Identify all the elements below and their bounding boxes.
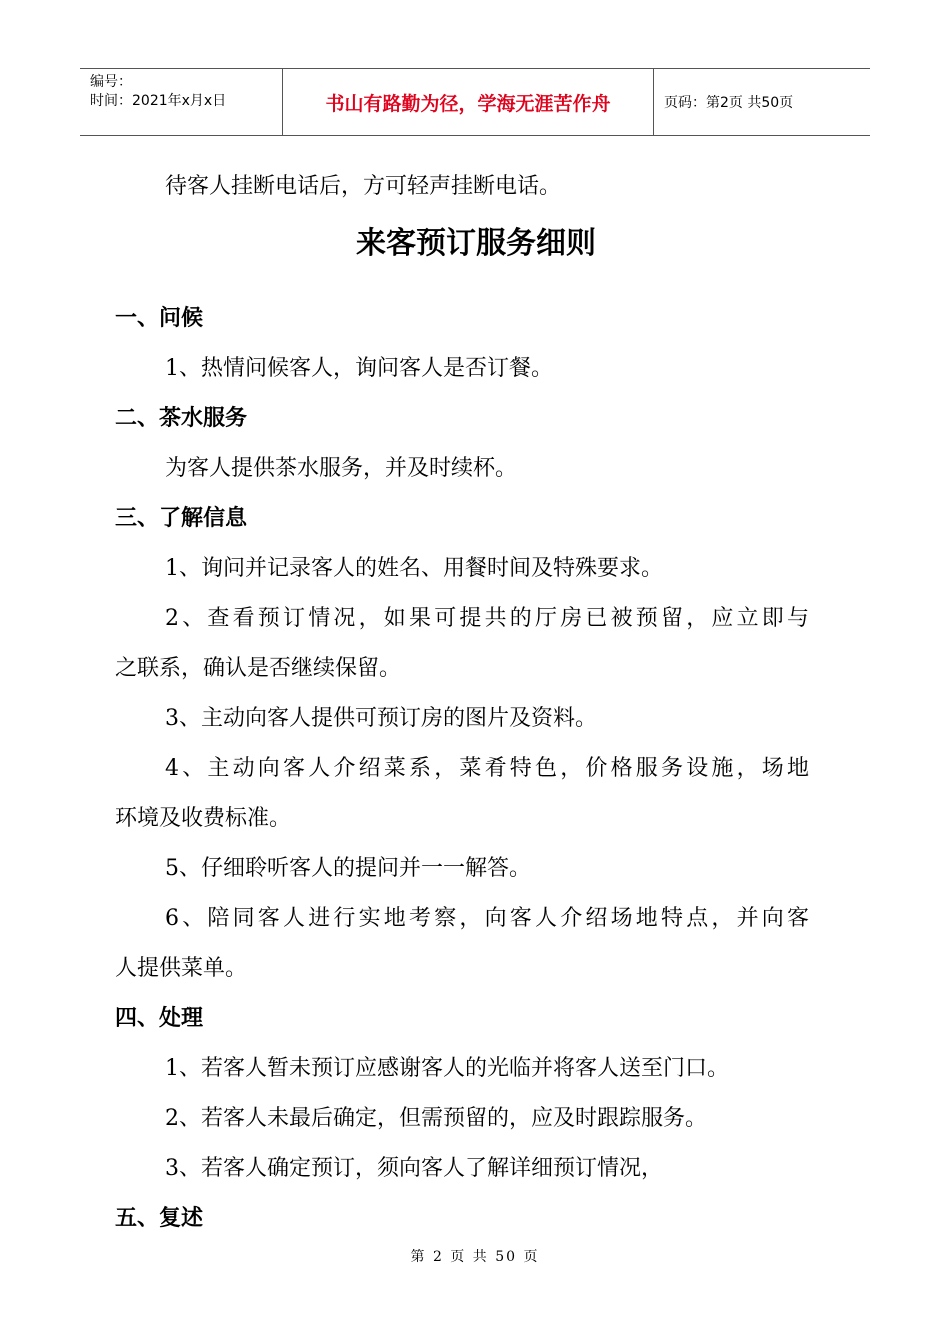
- intro-paragraph: 待客人挂断电话后，方可轻声挂断电话。: [165, 174, 562, 199]
- paragraph-continuation: 环境及收费标准。: [115, 806, 292, 831]
- header-meta: [80, 69, 282, 135]
- section-heading: 五、复述: [115, 1206, 204, 1231]
- paragraph-continuation: 之联系，确认是否继续保留。: [115, 656, 402, 681]
- paragraph: 为客人提供茶水服务，并及时续杯。: [165, 456, 518, 481]
- document-title: 来客预订服务细则: [356, 226, 596, 261]
- paragraph: 2、查看预订情况，如果可提共的厅房已被预留，应立即与: [165, 606, 813, 631]
- header-motto: 书山有路勤为径，学海无涯苦作舟: [282, 69, 654, 135]
- section-heading: 一、问候: [115, 306, 204, 331]
- paragraph: 3、若客人确定预订，须向客人了解详细预订情况，: [165, 1156, 663, 1181]
- document-number-label: 编号：: [90, 74, 132, 90]
- paragraph-continuation: 人提供菜单。: [115, 956, 248, 981]
- paragraph: 2、若客人未最后确定，但需预留的，应及时跟踪服务。: [165, 1106, 707, 1131]
- document-date: 时间：2021年x月x日: [90, 93, 227, 109]
- paragraph: 5、仔细聆听客人的提问并一一解答。: [165, 856, 531, 881]
- paragraph: 3、主动向客人提供可预订房的图片及资料。: [165, 706, 597, 731]
- page-header: [80, 68, 870, 136]
- section-heading: 二、茶水服务: [115, 406, 248, 431]
- paragraph: 1、询问并记录客人的姓名、用餐时间及特殊要求。: [165, 556, 663, 581]
- header-page-info: 页码：第2页 共50页: [664, 95, 794, 111]
- paragraph: 4、主动向客人介绍菜系，菜肴特色，价格服务设施，场地: [165, 756, 813, 781]
- paragraph: 6、陪同客人进行实地考察，向客人介绍场地特点，并向客: [165, 906, 813, 931]
- paragraph: 1、若客人暂未预订应感谢客人的光临并将客人送至门口。: [165, 1056, 729, 1081]
- page-footer: 第 2 页 共 50 页: [410, 1249, 540, 1265]
- document-body: [115, 162, 837, 1244]
- paragraph: 1、热情问候客人，询问客人是否订餐。: [165, 356, 553, 381]
- section-heading: 三、了解信息: [115, 506, 248, 531]
- section-heading: 四、处理: [115, 1006, 204, 1031]
